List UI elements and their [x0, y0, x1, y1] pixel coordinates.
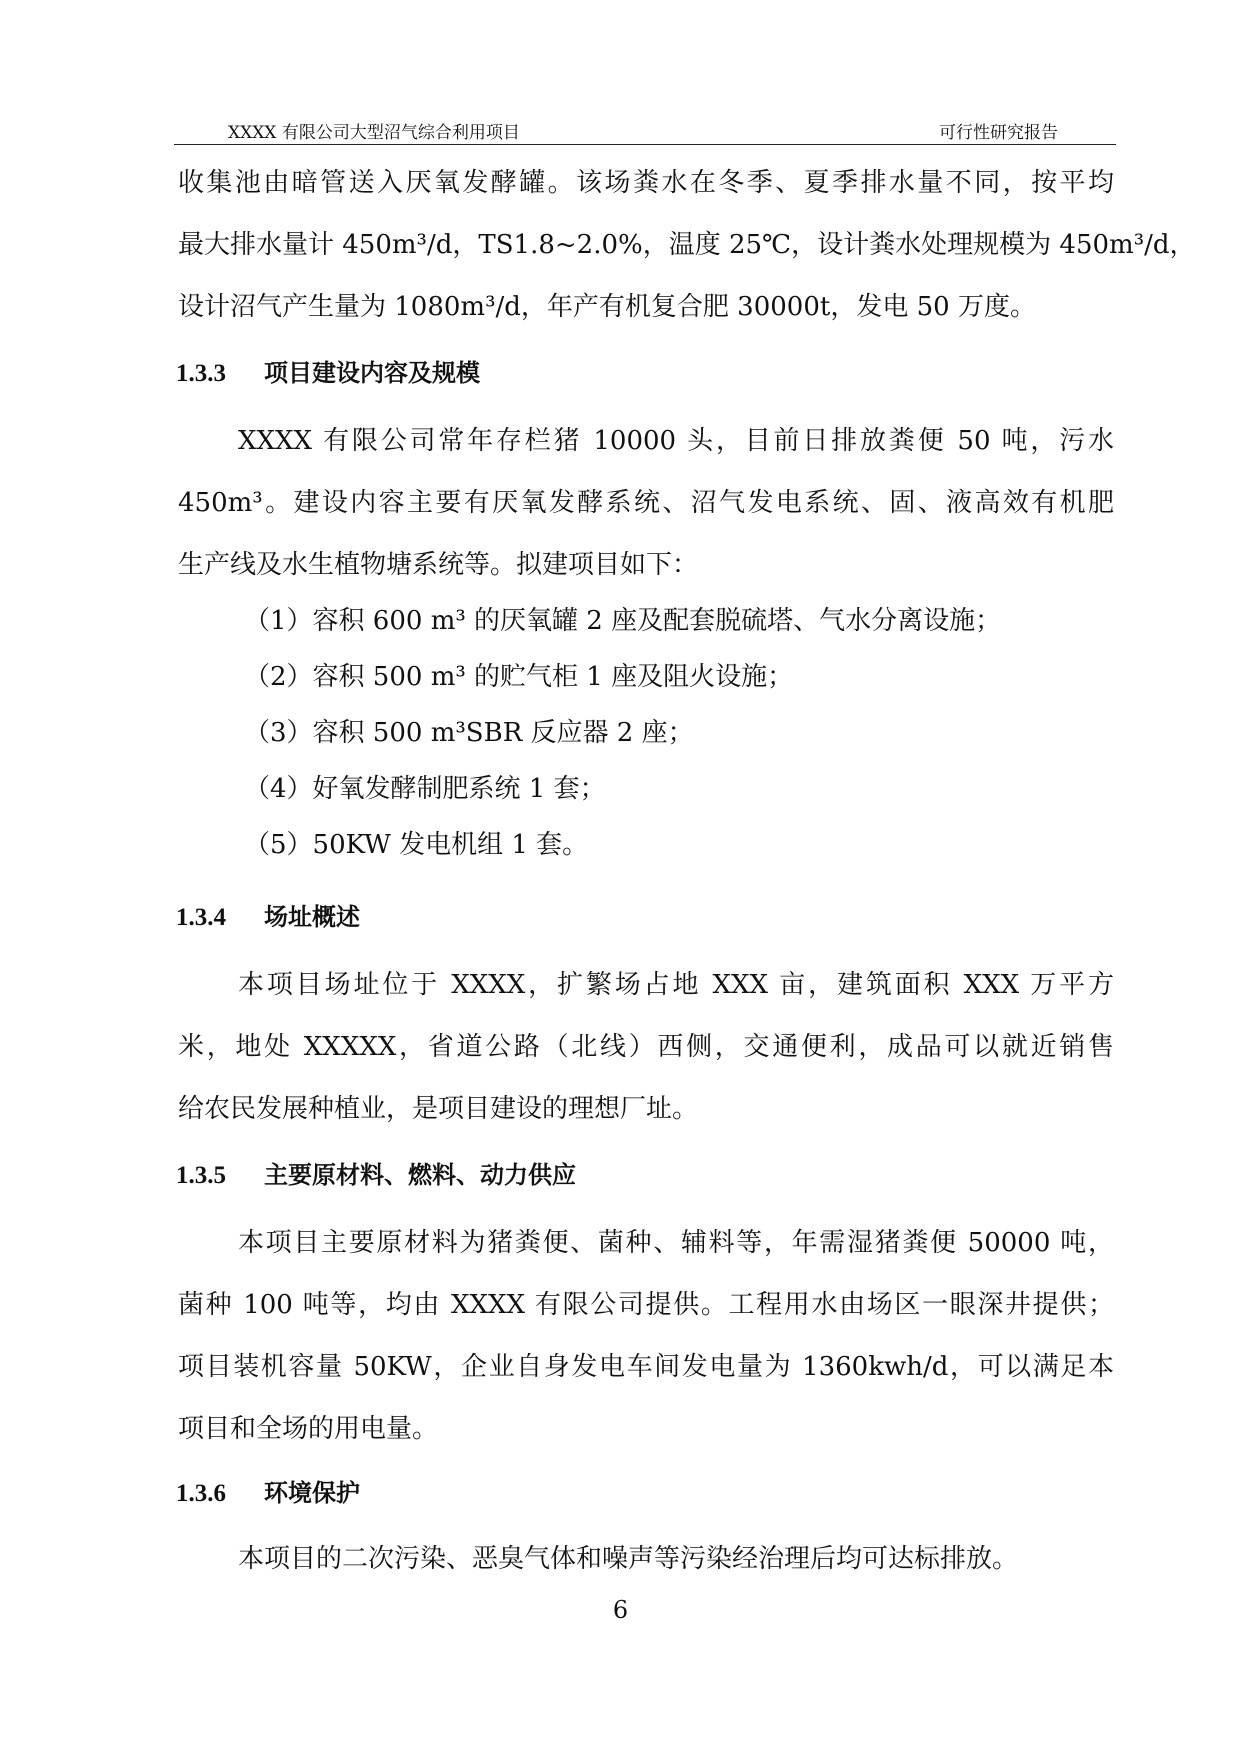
paragraph-line: 本项目场址位于 XXXX，扩繁场占地 XXX 亩，建筑面积 XXX 万平方 — [238, 970, 1114, 1000]
section-heading-1-3-3 — [176, 358, 480, 389]
paragraph-line: 收集池由暗管送入厌氧发酵罐。该场粪水在冬季、夏季排水量不同，按平均 — [178, 168, 1114, 198]
header-report-type: 可行性研究报告 — [939, 123, 1058, 143]
list-item: （4）好氧发酵制肥系统 1 套； — [244, 774, 606, 804]
paragraph-line: 生产线及水生植物塘系统等。拟建项目如下： — [178, 550, 699, 580]
paragraph-line: 项目和全场的用电量。 — [178, 1414, 439, 1444]
section-title: 项目建设内容及规模 — [264, 359, 480, 387]
section-number: 1.3.6 — [176, 1480, 226, 1507]
paragraph-line: 设计沼气产生量为 1080m³/d，年产有机复合肥 30000t，发电 50 万度。 — [178, 292, 1036, 322]
section-number: 1.3.3 — [176, 360, 226, 387]
section-heading-1-3-4 — [176, 902, 360, 933]
list-item: （3）容积 500 m³SBR 反应器 2 座； — [244, 718, 694, 748]
section-title: 主要原材料、燃料、动力供应 — [264, 1161, 576, 1189]
page-number: 6 — [612, 1596, 629, 1624]
paragraph-line: 450m³。建设内容主要有厌氧发酵系统、沼气发电系统、固、液高效有机肥 — [178, 488, 1114, 518]
page-header — [174, 114, 1116, 148]
paragraph-line: 本项目的二次污染、恶臭气体和噪声等污染经治理后均可达标排放。 — [238, 1544, 1019, 1574]
paragraph-line: 菌种 100 吨等，均由 XXXX 有限公司提供。工程用水由场区一眼深井提供； — [178, 1290, 1114, 1320]
section-heading-1-3-6 — [176, 1478, 360, 1509]
paragraph-line: 给农民发展种植业，是项目建设的理想厂址。 — [178, 1094, 699, 1124]
paragraph-line: 米，地处 XXXXX，省道公路（北线）西侧，交通便利，成品可以就近销售 — [178, 1032, 1114, 1062]
section-heading-1-3-5 — [176, 1160, 576, 1191]
paragraph-line: 本项目主要原材料为猪粪便、菌种、辅料等，年需湿猪粪便 50000 吨， — [238, 1228, 1114, 1258]
header-divider — [174, 144, 1116, 145]
list-item: （2）容积 500 m³ 的贮气柜 1 座及阻火设施； — [244, 662, 794, 692]
list-item: （5）50KW 发电机组 1 套。 — [244, 830, 589, 860]
section-title: 场址概述 — [264, 903, 360, 931]
paragraph-line: 最大排水量计 450m³/d，TS1.8~2.0%，温度 25℃，设计粪水处理规模为 450m³/d， — [178, 230, 1196, 260]
header-title: XXXX 有限公司大型沼气综合利用项目 — [228, 123, 520, 143]
section-title: 环境保护 — [264, 1479, 360, 1507]
section-number: 1.3.5 — [176, 1162, 226, 1189]
paragraph-line: 项目装机容量 50KW，企业自身发电车间发电量为 1360kwh/d，可以满足本 — [178, 1352, 1114, 1382]
list-item: （1）容积 600 m³ 的厌氧罐 2 座及配套脱硫塔、气水分离设施； — [244, 606, 1002, 636]
section-number: 1.3.4 — [176, 904, 226, 931]
paragraph-line: XXXX 有限公司常年存栏猪 10000 头，目前日排放粪便 50 吨，污水 — [238, 426, 1114, 456]
